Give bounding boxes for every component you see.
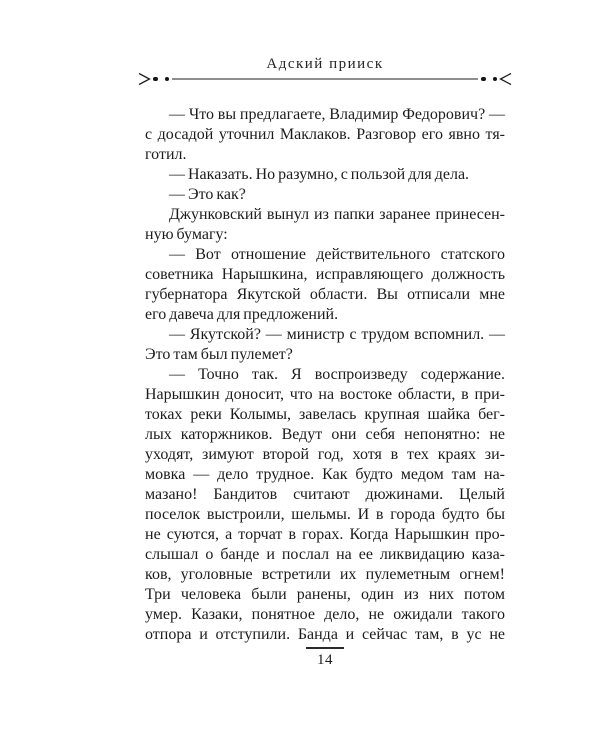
page-content (138, 52, 512, 742)
text-line: его давеча для предложений. (145, 306, 339, 323)
ornament-dot (481, 77, 486, 82)
text-line: ную бумагу: (145, 226, 228, 243)
chapter-title: Адский прииск (266, 56, 384, 72)
text-line: Три человека были ранены, один из них потом (145, 586, 505, 603)
chapter-header (138, 52, 512, 92)
text-line: советника Нарышкина, исправляющего должность (145, 266, 505, 283)
text-line: ков, уголовные встретили их пулеметным огнем! (145, 566, 505, 583)
ornament-arrow-left-icon (138, 72, 151, 86)
footer-rule (306, 647, 344, 649)
text-line: уходят, зимуют второй год, хотя в тех краях зи- (145, 446, 505, 463)
text-line: умер. Казаки, понятное дело, не ожидали такого (145, 606, 505, 623)
text-line: готил. (145, 146, 187, 163)
text-line: губернатора Якутской области. Вы отписали мне (145, 286, 505, 303)
text-line: с досадой уточнил Маклаков. Разговор его явно тя- (145, 126, 505, 143)
ornament-dot (153, 77, 158, 82)
text-line: — Точно так. Я воспроизведу содержание. (169, 366, 505, 383)
text-line: слышал о банде и послал на ее ликвидацию каза- (145, 546, 505, 563)
text-line: — Это как? (169, 186, 246, 203)
text-line: — Наказать. Но разумно, с пользой для дела. (169, 166, 470, 183)
text-line: мазано! Бандитов считают дюжинами. Целый (145, 486, 505, 503)
text-line: не суются, а торчат в горах. Когда Нарышкин про- (145, 526, 505, 543)
text-line: отпора и отступили. Банда и сейчас там, в ус не (145, 626, 505, 643)
ornament-dot (165, 77, 170, 82)
text-line: Это там был пулемет? (145, 346, 293, 363)
text-line: — Что вы предлагаете, Владимир Федорович? — (169, 106, 505, 123)
text-line: токах реки Колымы, завелась крупная шайка бег- (145, 406, 505, 423)
text-line: Джунковский вынул из папки заранее принесен- (169, 206, 505, 223)
text-line: — Якутской? — министр с трудом вспомнил. — (169, 326, 505, 343)
text-line: мовка — дело трудное. Как будто медом там на- (145, 466, 505, 483)
ornament-dot (493, 77, 498, 82)
text-line: Нарышкин доносит, что на востоке области, в при- (145, 386, 505, 403)
ornament-arrow-right-icon (499, 72, 512, 86)
header-ornament (138, 72, 512, 86)
page-footer (138, 647, 512, 669)
header-rule (172, 78, 478, 80)
text-line: лых каторжников. Ведут они себя непонятно: не (145, 426, 505, 443)
text-line: — Вот отношение действительного статского (169, 246, 505, 263)
text-line: поселок выстроили, шельмы. И в города будто бы (145, 506, 505, 523)
body-text (145, 105, 505, 645)
page-number: 14 (317, 652, 333, 668)
